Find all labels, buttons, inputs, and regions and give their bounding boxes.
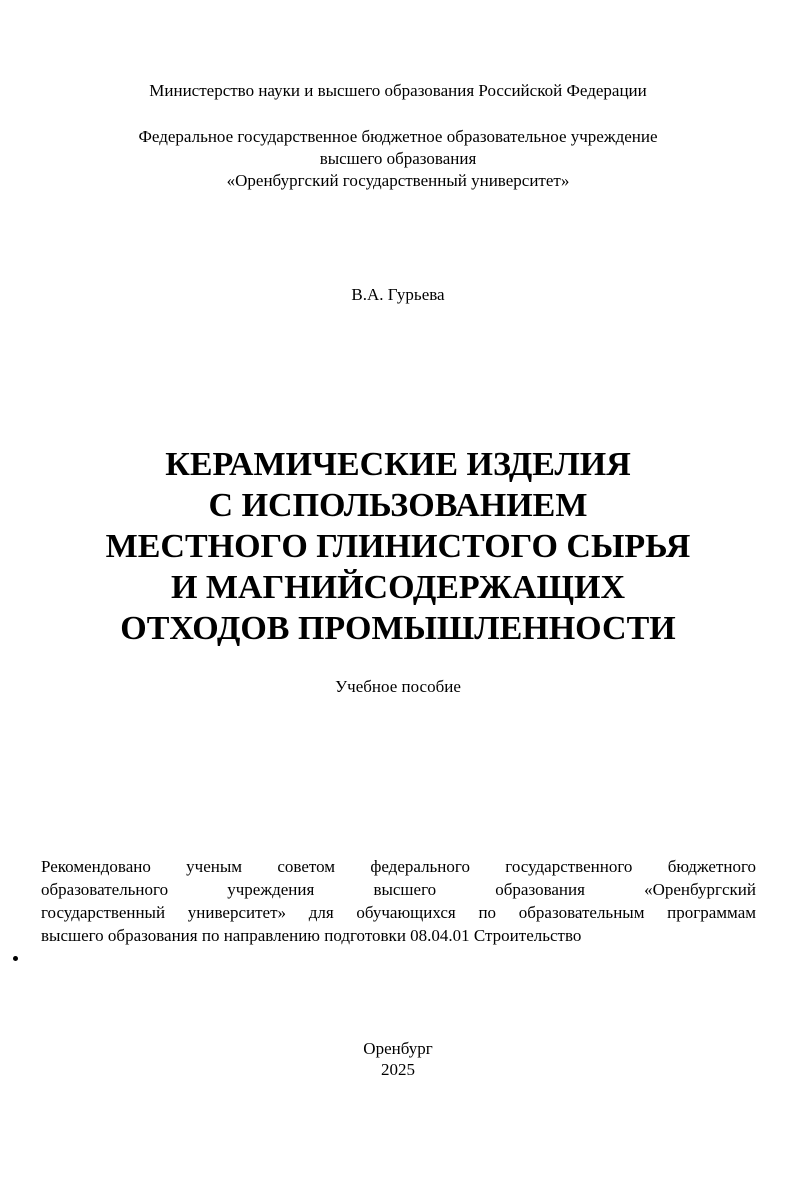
institution-line-2: высшего образования [319, 149, 477, 168]
recommendation-line-3: государственный университет» для обучающихся по образовательным программам [41, 903, 756, 922]
year: 2025 [381, 1060, 415, 1079]
recommendation-line-2: образовательного учреждения высшего образования «Оренбургский [41, 880, 756, 899]
title-line-5: ОТХОДОВ ПРОМЫШЛЕННОСТИ [120, 610, 676, 647]
title-line-4: И МАГНИЙСОДЕРЖАЩИХ [170, 569, 626, 606]
author: В.А. Гурьева [351, 285, 445, 304]
city: Оренбург [363, 1039, 433, 1058]
institution-line-3: «Оренбургский государственный университет» [226, 171, 570, 190]
recommendation-line-1: Рекомендовано ученым советом федерального государственного бюджетного [41, 857, 756, 876]
bullet-mark [13, 956, 18, 961]
title-line-2: С ИСПОЛЬЗОВАНИЕМ [208, 487, 588, 524]
subtitle: Учебное пособие [335, 677, 461, 696]
title-line-3: МЕСТНОГО ГЛИНИСТОГО СЫРЬЯ [105, 528, 691, 565]
recommendation-line-4: высшего образования по направлению подготовки 08.04.01 Строительство [41, 926, 582, 945]
ministry-line: Министерство науки и высшего образования Российской Федерации [149, 81, 647, 100]
title-line-1: КЕРАМИЧЕСКИЕ ИЗДЕЛИЯ [165, 446, 631, 483]
recommendation-text [41, 855, 756, 947]
institution-line-1: Федеральное государственное бюджетное образовательное учреждение [138, 127, 658, 146]
book-title [0, 444, 796, 649]
